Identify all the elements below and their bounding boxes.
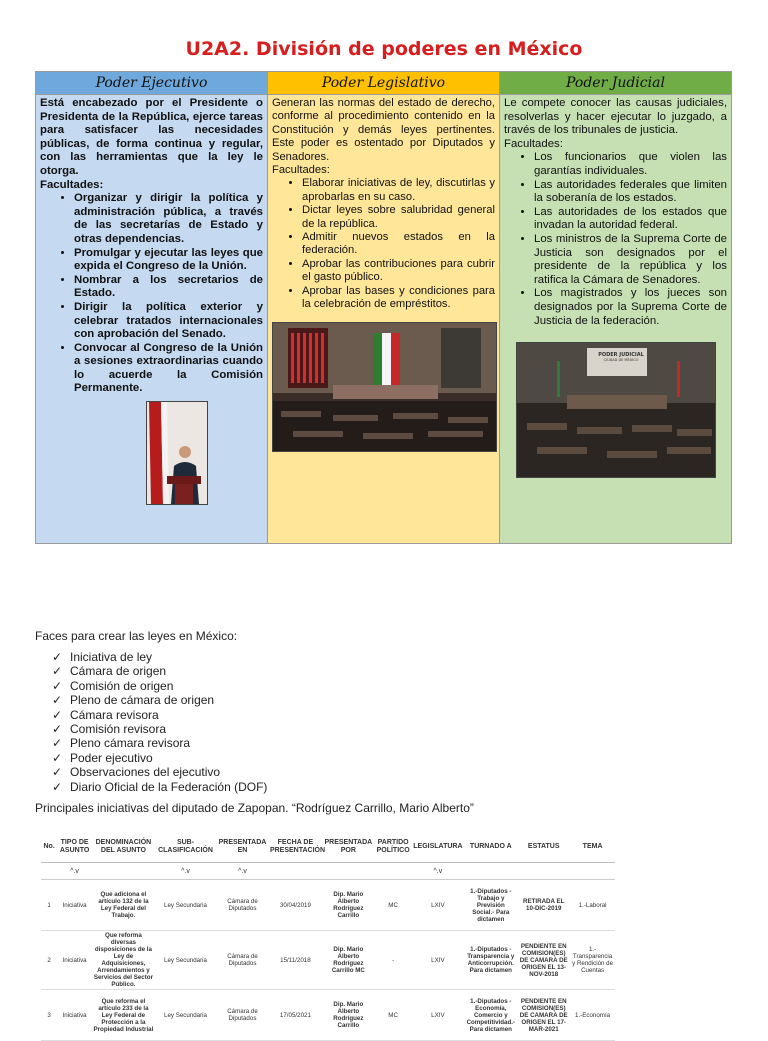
phase-label: Comisión de origen	[70, 678, 174, 693]
sort-control	[41, 863, 57, 880]
phase-item	[52, 693, 267, 707]
court-sign	[593, 352, 649, 363]
cell-type: Iniciativa	[57, 990, 92, 1041]
cell-subclass: Ley Secundaria	[155, 931, 216, 990]
check-icon: ✓	[52, 750, 63, 765]
sort-control	[464, 863, 517, 880]
legislative-item: • Elaborar iniciativas de ley, discutirlas y aprobarlas en su caso.	[302, 177, 495, 204]
legislative-item: • Dictar leyes sobre salubridad general de la república.	[302, 204, 495, 231]
column-header[interactable]: DENOMINACIÓN DEL ASUNTO	[92, 832, 155, 863]
executive-item: • Organizar y dirigir la política y administración pública, a través de las secretarías de Estado y otras dependencias.	[74, 192, 263, 246]
judicial-item: • Las autoridades federales que limiten la soberanía de los estados.	[534, 179, 727, 206]
sort-control[interactable]: ^.v	[411, 863, 464, 880]
cell-legislature: LXIV	[411, 990, 464, 1041]
column-header[interactable]: PRESENTADA POR	[322, 832, 375, 863]
sort-control[interactable]: ^.v	[155, 863, 216, 880]
sort-control[interactable]: ^.v	[216, 863, 269, 880]
phase-label: Comisión revisora	[70, 722, 167, 737]
phase-label: Iniciativa de ley	[70, 650, 153, 664]
phase-item	[52, 664, 267, 678]
cell-type: Iniciativa	[57, 880, 92, 931]
check-icon: ✓	[52, 664, 63, 679]
legislative-list	[272, 177, 495, 311]
cell-no: 1	[41, 880, 57, 931]
cell-date: 17/05/2021	[269, 990, 322, 1041]
cell-presented-by: Dip. Mario Alberto Rodríguez Carrillo	[322, 880, 375, 931]
judicial-intro: Le compete conocer las causas judiciales, resolverlas y hacer ejecutar lo juzgado, a través de los tribunales de justicia.	[504, 97, 727, 137]
check-icon: ✓	[52, 722, 63, 737]
phase-item	[52, 751, 267, 765]
cell-subclass: Ley Secundaria	[155, 990, 216, 1041]
legislative-item: • Admitir nuevos estados en la federación.	[302, 231, 495, 258]
check-icon: ✓	[52, 707, 63, 722]
cell-presented-in: Cámara de Diputados	[216, 931, 269, 990]
court-sign-title: PODER JUDICIAL	[598, 352, 644, 359]
column-header[interactable]: PARTIDO POLÍTICO	[375, 832, 412, 863]
legislative-intro: Generan las normas del estado de derecho, conforme al procedimiento contenido en la Constitución y demás leyes pertinentes. Este poder es ostentado por Diputados y Senadores.	[272, 97, 495, 163]
cell-presented-by: Dip. Mario Alberto Rodríguez Carrillo MC	[322, 931, 375, 990]
cell-party: MC	[375, 990, 412, 1041]
cell-legislature: LXIV	[411, 931, 464, 990]
sort-control	[269, 863, 322, 880]
column-header[interactable]: PRESENTADA EN	[216, 832, 269, 863]
check-icon: ✓	[52, 779, 63, 794]
judicial-header: Poder Judicial	[500, 72, 732, 95]
phase-label: Pleno cámara revisora	[70, 736, 191, 751]
sort-control[interactable]: ^.v	[57, 863, 92, 880]
phase-item	[52, 650, 267, 664]
cell-name[interactable]: Que reforma diversas disposiciones de la Ley de Adquisiciones, Arrendamientos y Servicios del Sector Público.	[93, 932, 153, 988]
executive-item: • Promulgar y ejecutar las leyes que expida el Congreso de la Unión.	[74, 247, 263, 274]
cell-no: 3	[41, 990, 57, 1041]
executive-list	[40, 192, 263, 396]
sort-control	[375, 863, 412, 880]
judicial-item: • Las autoridades de los estados que invadan la autoridad federal.	[534, 206, 727, 233]
cell-no: 2	[41, 931, 57, 990]
phase-label: Cámara revisora	[70, 707, 159, 722]
cell-type: Iniciativa	[57, 931, 92, 990]
court-photo	[516, 342, 716, 478]
executive-facultades-label: Facultades:	[40, 178, 104, 191]
president-photo	[146, 401, 208, 505]
table-row	[41, 880, 615, 931]
legislative-header: Poder Legislativo	[268, 72, 500, 95]
judicial-cell	[500, 95, 732, 544]
sort-control	[322, 863, 375, 880]
sort-control	[570, 863, 615, 880]
cell-name[interactable]: Que reforma el artículo 233 de la Ley Federal de Protección a la Propiedad Industrial	[92, 990, 155, 1041]
cell-status: RETIRADA EL 10-DIC-2019	[517, 880, 570, 931]
executive-cell	[36, 95, 268, 544]
phase-item	[52, 765, 267, 779]
executive-item: • Nombrar a los secretarios de Estado.	[74, 274, 263, 301]
phase-item	[52, 722, 267, 736]
judicial-item: • Los funcionarios que violen las garantías individuales.	[534, 151, 727, 178]
initiatives-table	[41, 832, 615, 1041]
cell-party: MC	[375, 880, 412, 931]
column-header[interactable]: ESTATUS	[517, 832, 570, 863]
cell-topic: 1.-Laboral	[570, 880, 615, 931]
executive-item: • Convocar al Congreso de la Unión a sesiones extraordinarias cuando lo acuerde la Comisión Permanente.	[74, 342, 263, 396]
column-header[interactable]: FECHA DE PRESENTACIÓN	[269, 832, 322, 863]
cell-party: -	[375, 931, 412, 990]
judicial-item: • Los magistrados y los jueces son designados por la Suprema Corte de Justicia de la federación.	[534, 287, 727, 328]
phase-label: Diario Oficial de la Federación (DOF)	[70, 779, 268, 794]
cell-status: PENDIENTE EN COMISION(ES) DE CAMARA DE ORIGEN EL 17- MAR-2021	[517, 990, 570, 1041]
executive-header: Poder Ejecutivo	[36, 72, 268, 95]
legislative-cell	[268, 95, 500, 544]
cell-name[interactable]: Que adiciona el artículo 132 de la Ley Federal del Trabajo.	[92, 880, 155, 931]
table-row	[41, 990, 615, 1041]
legislative-facultades-label: Facultades:	[272, 164, 330, 177]
page-title: U2A2. División de poderes en México	[185, 38, 583, 60]
phase-item	[52, 736, 267, 750]
phase-label: Poder ejecutivo	[70, 750, 153, 765]
table-header-row	[41, 832, 615, 863]
phase-item	[52, 780, 267, 794]
cell-topic: 1.-Economía	[570, 990, 615, 1041]
table-row	[41, 931, 615, 990]
sort-row	[41, 863, 615, 880]
phase-item	[52, 708, 267, 722]
phases-heading: Faces para crear las leyes en México:	[35, 629, 238, 643]
legislative-item: • Aprobar las bases y condiciones para la celebración de empréstitos.	[302, 285, 495, 312]
cell-turned-to: 1.-Diputados - Economía, Comercio y Competitividad.- Para dictamen	[464, 990, 517, 1041]
sort-control	[517, 863, 570, 880]
cell-turned-to: 1.-Diputados - Trabajo y Previsión Social.- Para dictamen	[464, 880, 517, 931]
judicial-item: • Los ministros de la Suprema Corte de Justicia son designados por el presidente de la república y los ratifica la Cámara de Senadores.	[534, 233, 727, 287]
cell-presented-in: Cámara de Diputados	[216, 880, 269, 931]
chamber-photo	[272, 322, 497, 452]
cell-subclass: Ley Secundaria	[155, 880, 216, 931]
check-icon: ✓	[52, 765, 63, 780]
phase-label: Observaciones del ejecutivo	[70, 765, 221, 780]
column-header[interactable]: LEGISLATURA	[411, 832, 464, 863]
column-header[interactable]: TIPO DE ASUNTO	[57, 832, 92, 863]
cell-turned-to: 1.-Diputados - Transparencia y Anticorrupción. Para dictamen	[464, 931, 517, 990]
initiatives-heading: Principales iniciativas del diputado de Zapopan. “Rodríguez Carrillo, Mario Alberto”	[35, 801, 474, 815]
phase-label: Cámara de origen	[70, 664, 167, 679]
cell-legislature: LXIV	[411, 880, 464, 931]
check-icon: ✓	[52, 736, 63, 751]
phase-label: Pleno de cámara de origen	[70, 693, 215, 708]
cell-date: 15/11/2018	[269, 931, 322, 990]
cell-status: PENDIENTE EN COMISION(ES) DE CAMARA DE ORIGEN EL 13- NOV-2018	[517, 931, 570, 990]
cell-presented-by: Dip. Mario Alberto Rodríguez Carrillo	[322, 990, 375, 1041]
legislative-item: • Aprobar las contribuciones para cubrir el gasto público.	[302, 258, 495, 285]
judicial-list	[504, 151, 727, 328]
column-header[interactable]: No.	[41, 832, 57, 863]
cell-date: 30/04/2019	[269, 880, 322, 931]
check-icon: ✓	[52, 678, 63, 693]
sort-control	[92, 863, 155, 880]
powers-table	[35, 71, 732, 544]
cell-presented-in: Cámara de Diputados	[216, 990, 269, 1041]
cell-topic: 1.-Transparencia y Rendición de Cuentas	[570, 931, 615, 990]
check-icon: ✓	[52, 693, 63, 708]
judicial-facultades-label: Facultades:	[504, 137, 563, 150]
court-sign-sub: CIUDAD DE MÉXICO	[603, 358, 639, 363]
check-icon: ✓	[52, 650, 63, 664]
column-header[interactable]: SUB-CLASIFICACIÓN	[155, 832, 216, 863]
executive-item: • Dirigir la política exterior y celebrar tratados internacionales con aprobación del Senado.	[74, 301, 263, 342]
executive-intro: Está encabezado por el Presidente o Presidenta de la República, ejerce tareas para satisfacer las necesidades públicas, de forma continua y regular, con las herramientas que la ley le otorga.	[40, 97, 263, 177]
phases-list	[52, 650, 267, 794]
column-header[interactable]: TURNADO A	[464, 832, 517, 863]
column-header[interactable]: TEMA	[570, 832, 615, 863]
phase-item	[52, 679, 267, 693]
